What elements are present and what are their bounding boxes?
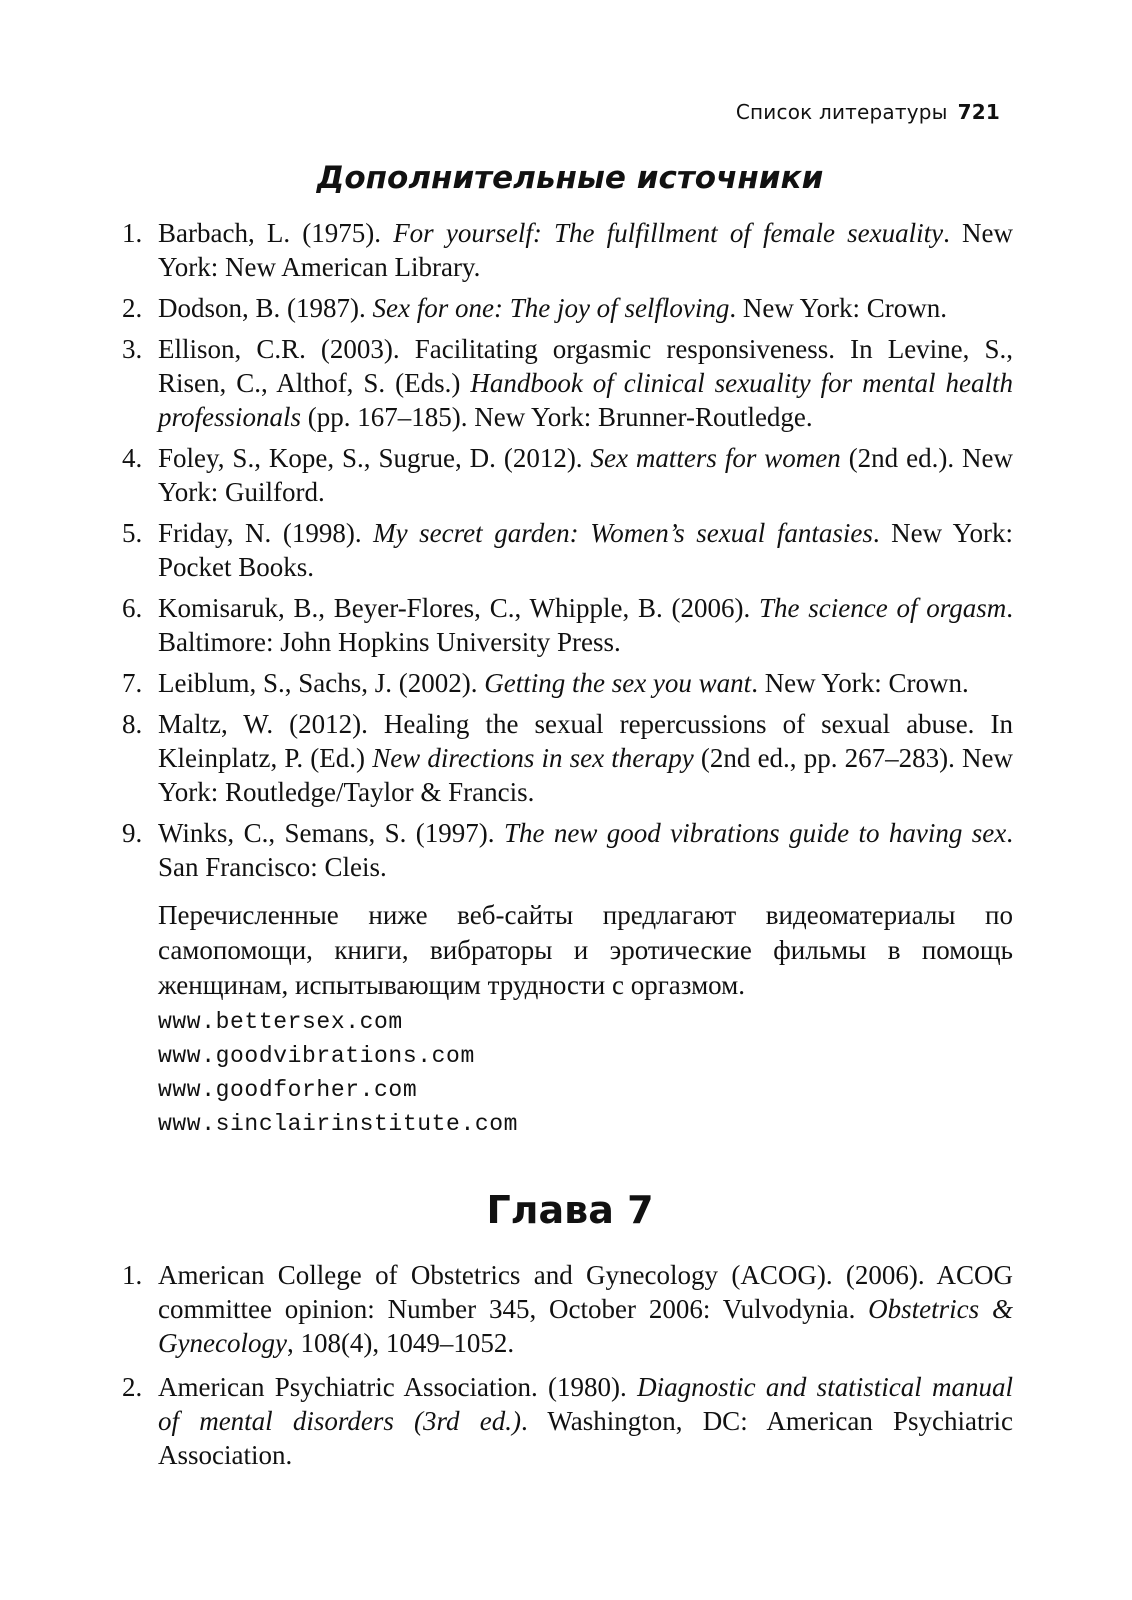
website-link[interactable]: www.bettersex.com — [158, 1009, 403, 1035]
reference-publisher: . Baltimore: John Hopkins University Press. — [158, 593, 1013, 657]
reference-authors: Foley, S., Kope, S., Sugrue, D. (2012). — [158, 443, 591, 473]
section-title: Дополнительные источники — [316, 160, 824, 196]
reference-publisher: . New York: Crown. — [729, 293, 947, 323]
reference-item — [122, 441, 1014, 509]
reference-number: 5. — [122, 518, 143, 548]
reference-item — [122, 666, 1013, 700]
additional-sources-list — [122, 216, 1014, 891]
reference-authors: American College of Obstetrics and Gynecology (ACOG). (2006). ACOG committee opinion: Number 345, October 2006: Vulvodynia. — [158, 1260, 1013, 1324]
website-link[interactable]: www.goodvibrations.com — [158, 1043, 475, 1069]
chapter-reference-list — [122, 1258, 1013, 1479]
reference-title: The new good vibrations guide to having sex — [503, 818, 1007, 848]
reference-title: For yourself: The fulfillment of female sexuality — [393, 218, 944, 248]
reference-authors: Leiblum, S., Sachs, J. (2002). — [158, 668, 485, 698]
reference-title: Sex for one: The joy of selfloving — [372, 293, 730, 323]
reference-authors: Barbach, L. (1975). — [158, 218, 394, 248]
reference-item — [122, 816, 1013, 884]
reference-authors: American Psychiatric Association. (1980). — [158, 1372, 638, 1402]
reference-number: 1. — [122, 1260, 143, 1290]
reference-number: 2. — [122, 1372, 143, 1402]
page-number: 721 — [957, 100, 1000, 124]
reference-number: 1. — [122, 218, 143, 248]
reference-item — [122, 516, 1013, 584]
chapter-title: Глава 7 — [486, 1188, 654, 1232]
reference-publisher: . New York: New American Library. — [158, 218, 1014, 282]
reference-authors: Dodson, B. (1987). — [158, 293, 373, 323]
reference-item — [122, 1370, 1013, 1472]
reference-item — [122, 707, 1013, 809]
reference-title: Handbook of clinical sexuality for mental health professionals — [158, 368, 1013, 432]
reference-number: 4. — [122, 443, 143, 473]
running-header — [736, 100, 1000, 124]
website-list — [158, 1005, 1013, 1141]
reference-publisher: . Washington, DC: American Psychiatric Association. — [158, 1406, 1013, 1470]
reference-publisher: (2nd ed., pp. 267–283). New York: Routledge/Taylor & Francis. — [158, 743, 1013, 807]
reference-item — [122, 216, 1014, 284]
reference-number: 2. — [122, 293, 143, 323]
reference-number: 7. — [122, 668, 143, 698]
websites-note: Перечисленные ниже веб-сайты предлагают видеоматериалы по самопомощи, книги, вибраторы и эротические фильмы в помощь женщинам, испытывающим трудности с оргазмом. — [158, 900, 1013, 1000]
reference-title: Diagnostic and statistical manual of mental disorders (3rd ed.) — [158, 1372, 1013, 1436]
reference-item — [122, 291, 1013, 325]
reference-publisher: . San Francisco: Cleis. — [158, 818, 1013, 882]
reference-publisher: . New York: Pocket Books. — [158, 518, 1013, 582]
website-link[interactable]: www.goodforher.com — [158, 1077, 418, 1103]
reference-authors: Komisaruk, B., Beyer-Flores, C., Whipple, B. (2006). — [158, 593, 759, 623]
reference-title: My secret garden: Women’s sexual fantasies — [373, 518, 873, 548]
reference-publisher: . New York: Crown. — [751, 668, 969, 698]
reference-item — [122, 332, 1013, 434]
reference-authors: Ellison, C.R. (2003). Facilitating orgasmic responsiveness. In Levine, S., Risen, C., Althof, S. (Eds.) — [158, 334, 1013, 398]
reference-number: 3. — [122, 334, 143, 364]
reference-item — [122, 591, 1013, 659]
reference-title: Sex matters for women — [590, 443, 841, 473]
website-link[interactable]: www.sinclairinstitute.com — [158, 1111, 519, 1137]
reference-publisher: , 108(4), 1049–1052. — [286, 1328, 515, 1358]
reference-title: The science of orgasm — [758, 593, 1007, 623]
reference-item — [122, 1258, 1013, 1360]
reference-authors: Winks, C., Semans, S. (1997). — [158, 818, 504, 848]
reference-authors: Maltz, W. (2012). Healing the sexual repercussions of sexual abuse. In Kleinplatz, P. (Ed.) — [158, 709, 1013, 773]
reference-authors: Friday, N. (1998). — [158, 518, 374, 548]
reference-number: 6. — [122, 593, 143, 623]
reference-number: 8. — [122, 709, 143, 739]
running-header-section: Список литературы — [735, 100, 948, 124]
reference-title: Obstetrics & Gynecology — [158, 1294, 1013, 1358]
reference-title: Getting the sex you want — [484, 668, 752, 698]
reference-title: New directions in sex therapy — [372, 743, 694, 773]
reference-number: 9. — [122, 818, 143, 848]
reference-publisher: (pp. 167–185). New York: Brunner-Routledge. — [301, 402, 813, 432]
reference-publisher: (2nd ed.). New York: Guilford. — [158, 443, 1014, 507]
